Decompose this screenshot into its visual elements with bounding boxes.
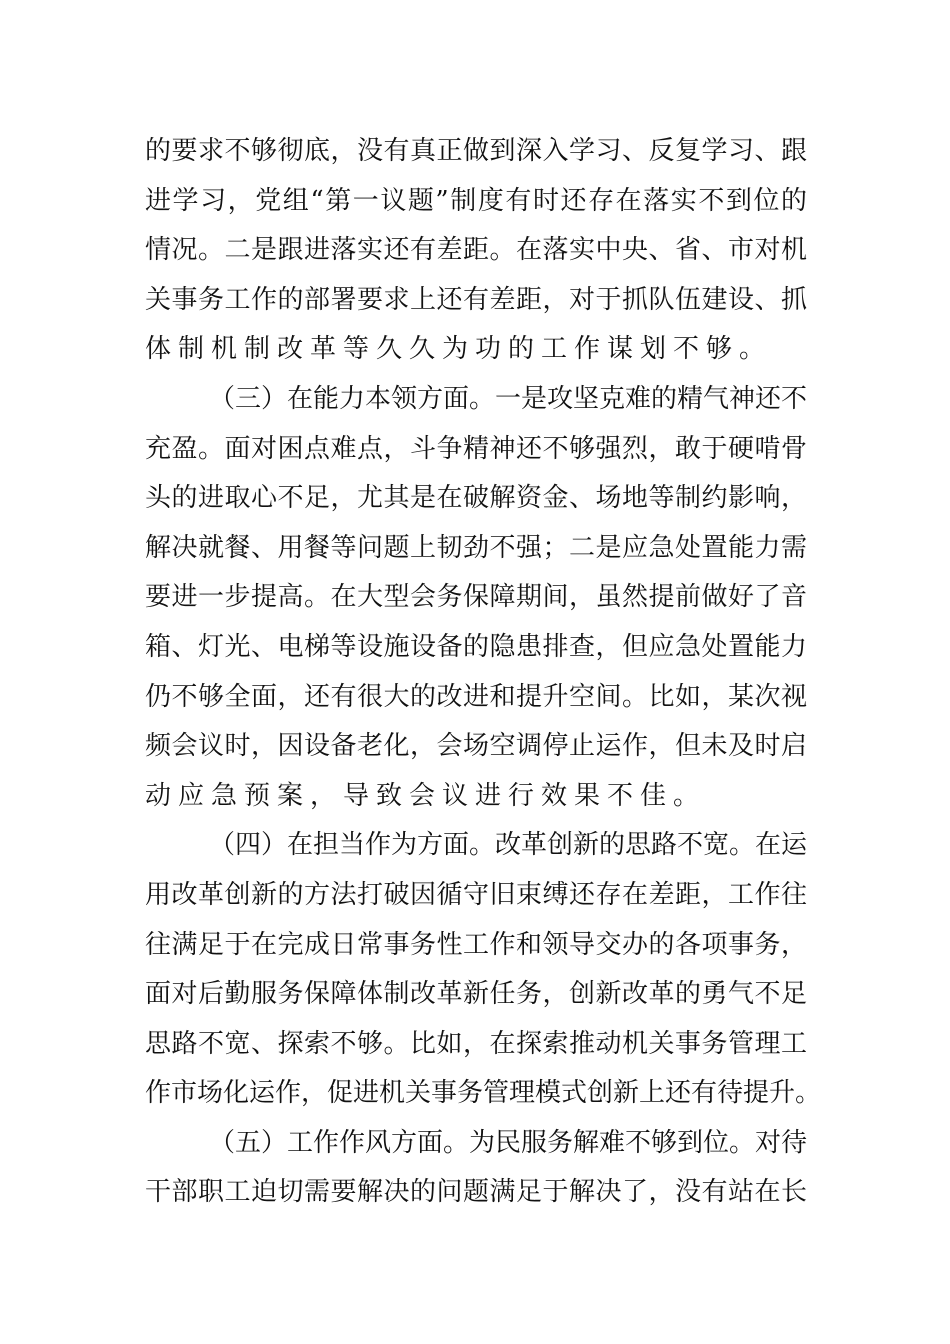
text-line: 思路不宽、探索不够。比如，在探索推动机关事务管理工 bbox=[145, 1028, 807, 1059]
text-line: 的要求不够彻底，没有真正做到深入学习、反复学习、跟 bbox=[145, 136, 807, 166]
text-line: 进学习，党组“第一议题”制度有时还存在落实不到位的 bbox=[145, 185, 807, 216]
text-line: 头的进取心不足，尤其是在破解资金、场地等制约影响， bbox=[145, 483, 807, 514]
text-line: 体制机制改革等久久为功的工作谋划不够。 bbox=[145, 334, 773, 365]
paragraph-work-style bbox=[145, 1119, 807, 1218]
text-line: 关事务工作的部署要求上还有差距，对于抓队伍建设、抓 bbox=[145, 284, 807, 315]
text-line: 箱、灯光、电梯等设施设备的隐患排查，但应急处置能力 bbox=[145, 631, 807, 662]
paragraph-responsibility bbox=[145, 821, 822, 1119]
text-line: 作市场化运作，促进机关事务管理模式创新上还有待提升。 bbox=[145, 1078, 822, 1109]
text-line: 仍不够全面，还有很大的改进和提升空间。比如，某次视 bbox=[145, 681, 807, 712]
text-line: 充盈。面对困点难点，斗争精神还不够强烈，敢于硬啃骨 bbox=[145, 433, 807, 464]
paragraph-continuation bbox=[145, 127, 807, 375]
text-line: 干部职工迫切需要解决的问题满足于解决了，没有站在长 bbox=[145, 1177, 807, 1208]
text-line: 用改革创新的方法打破因循守旧束缚还存在差距，工作往 bbox=[145, 879, 807, 910]
text-line: （三）在能力本领方面。一是攻坚克难的精气神还不 bbox=[209, 383, 808, 414]
text-line: （五）工作作风方面。为民服务解难不够到位。对待 bbox=[209, 1127, 808, 1158]
document-page bbox=[145, 127, 822, 1218]
text-line: （四）在担当作为方面。改革创新的思路不宽。在运 bbox=[209, 830, 808, 861]
text-line: 解决就餐、用餐等问题上韧劲不强；二是应急处置能力需 bbox=[145, 532, 807, 563]
text-line: 频会议时，因设备老化，会场空调停止运作，但未及时启 bbox=[145, 731, 807, 762]
paragraph-ability bbox=[145, 375, 807, 821]
text-line: 面对后勤服务保障体制改革新任务，创新改革的勇气不足 bbox=[145, 979, 807, 1010]
text-line: 要进一步提高。在大型会务保障期间，虽然提前做好了音 bbox=[145, 582, 807, 613]
text-line: 往满足于在完成日常事务性工作和领导交办的各项事务， bbox=[145, 929, 807, 960]
text-line: 情况。二是跟进落实还有差距。在落实中央、省、市对机 bbox=[145, 235, 807, 266]
text-line: 动应急预案，导致会议进行效果不佳。 bbox=[145, 780, 707, 811]
